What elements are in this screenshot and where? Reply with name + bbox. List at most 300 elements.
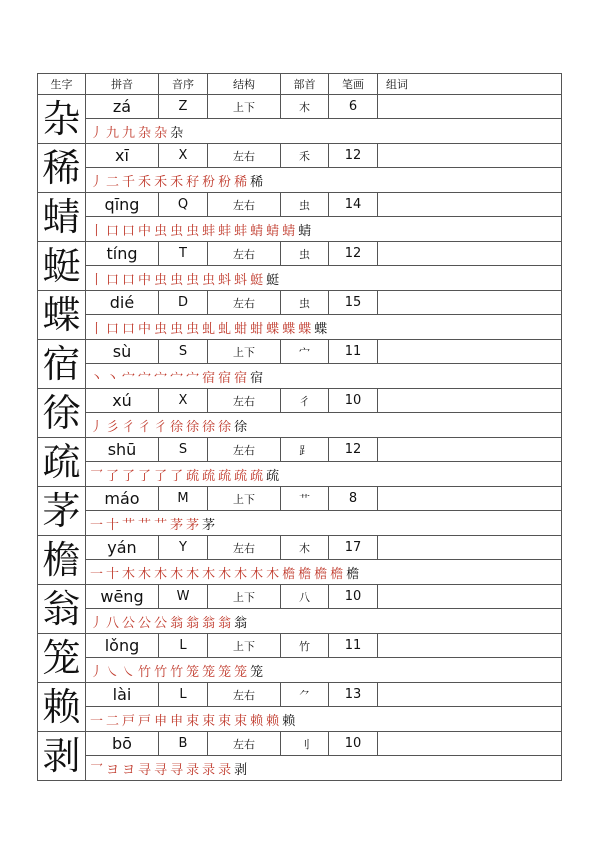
stroke-step: 丿: [90, 125, 105, 141]
stroke-step: 竹: [154, 664, 169, 680]
stroke-order-row: [38, 560, 562, 585]
stroke-order-row: [38, 658, 562, 683]
stroke-order-cell: [86, 511, 562, 536]
initial-cell: T: [159, 242, 208, 266]
stroke-step: 丿: [90, 174, 105, 190]
stroke-step: 竹: [170, 664, 185, 680]
stroke-step: 寻: [170, 762, 185, 778]
stroke-order-row: [38, 511, 562, 536]
pinyin-cell: bō: [86, 732, 159, 756]
stroke-step: 禾: [138, 174, 153, 190]
stroke-step: 丿: [90, 615, 105, 631]
structure-cell: 上下: [208, 634, 281, 658]
pinyin-cell: xī: [86, 144, 159, 168]
stroke-step: 木: [186, 566, 201, 582]
stroke-step: 蚪: [234, 272, 249, 288]
stroke-step: 彳: [154, 419, 169, 435]
stroke-step: 虫: [202, 272, 217, 288]
stroke-order-cell: [86, 756, 562, 781]
word-cell[interactable]: [378, 242, 562, 266]
stroke-step: 笼: [234, 664, 249, 680]
stroke-step: 艹: [154, 517, 169, 533]
initial-cell: S: [159, 340, 208, 364]
stroke-step: 疏: [250, 468, 265, 484]
stroke-step: 蚌: [234, 223, 249, 239]
stroke-step: 虫: [186, 321, 201, 337]
stroke-step: 蜻: [298, 223, 313, 239]
pinyin-cell: sù: [86, 340, 159, 364]
stroke-step: 虫: [186, 272, 201, 288]
stroke-step: 中: [138, 223, 153, 239]
stroke-step: 束: [202, 713, 217, 729]
stroke-step: 一: [90, 517, 105, 533]
char-cell: 剥: [38, 732, 86, 781]
stroke-step: 公: [122, 615, 137, 631]
stroke-step: 秎: [202, 174, 217, 190]
structure-cell: 上下: [208, 585, 281, 609]
stroke-step: 彳: [122, 419, 137, 435]
stroke-step: 蝶: [314, 321, 329, 337]
stroke-step: 虫: [154, 321, 169, 337]
stroke-step: 檐: [298, 566, 313, 582]
stroke-step: 口: [106, 223, 121, 239]
structure-cell: 左右: [208, 536, 281, 560]
stroke-order-cell: [86, 609, 562, 634]
char-cell: 疏: [38, 438, 86, 487]
stroke-step: 木: [202, 566, 217, 582]
pinyin-cell: lài: [86, 683, 159, 707]
stroke-step: 翁: [202, 615, 217, 631]
stroke-step: 虫: [170, 272, 185, 288]
stroke-step: 虫: [154, 223, 169, 239]
char-cell: 赖: [38, 683, 86, 732]
stroke-step: 笼: [202, 664, 217, 680]
stroke-step: 杂: [170, 125, 185, 141]
stroke-step: 公: [154, 615, 169, 631]
word-cell[interactable]: [378, 683, 562, 707]
stroke-step: 剥: [234, 762, 249, 778]
initial-cell: B: [159, 732, 208, 756]
stroke-step: 录: [218, 762, 233, 778]
stroke-step: 十: [106, 566, 121, 582]
stroke-order-cell: [86, 266, 562, 291]
stroke-order-row: [38, 756, 562, 781]
stroke-step: 宀: [186, 370, 201, 386]
radical-cell: 木: [281, 536, 329, 560]
initial-cell: X: [159, 389, 208, 413]
stroke-step: 寻: [154, 762, 169, 778]
stroke-count-cell: 11: [329, 634, 378, 658]
stroke-step: 戸: [122, 713, 137, 729]
stroke-step: 檐: [330, 566, 345, 582]
char-cell: 稀: [38, 144, 86, 193]
stroke-step: 疏: [202, 468, 217, 484]
initial-cell: S: [159, 438, 208, 462]
initial-cell: Z: [159, 95, 208, 119]
stroke-step: 茅: [170, 517, 185, 533]
stroke-step: 笼: [218, 664, 233, 680]
stroke-step: 彳: [138, 419, 153, 435]
stroke-count-cell: 11: [329, 340, 378, 364]
stroke-step: 木: [122, 566, 137, 582]
char-row: [38, 193, 562, 217]
stroke-step: 檐: [282, 566, 297, 582]
pinyin-cell: wēng: [86, 585, 159, 609]
stroke-step: 翁: [234, 615, 249, 631]
char-row: [38, 340, 562, 364]
stroke-step: 彡: [106, 419, 121, 435]
stroke-step: 丨: [90, 321, 105, 337]
stroke-step: 口: [122, 272, 137, 288]
pinyin-cell: máo: [86, 487, 159, 511]
stroke-step: 蚌: [202, 223, 217, 239]
stroke-count-cell: 14: [329, 193, 378, 217]
stroke-step: 艹: [122, 517, 137, 533]
stroke-step: 口: [122, 223, 137, 239]
stroke-step: 蚶: [250, 321, 265, 337]
stroke-step: ㇏: [122, 664, 137, 680]
stroke-order-cell: [86, 168, 562, 193]
char-row: [38, 291, 562, 315]
word-cell[interactable]: [378, 438, 562, 462]
stroke-step: 八: [106, 615, 121, 631]
stroke-step: 翁: [170, 615, 185, 631]
char-cell: 杂: [38, 95, 86, 144]
stroke-step: 翁: [186, 615, 201, 631]
stroke-step: 蚪: [218, 272, 233, 288]
word-cell[interactable]: [378, 487, 562, 511]
stroke-step: 笼: [186, 664, 201, 680]
stroke-step: 蜓: [266, 272, 281, 288]
radical-cell: ⺈: [281, 683, 329, 707]
initial-cell: X: [159, 144, 208, 168]
stroke-step: 口: [122, 321, 137, 337]
structure-cell: 左右: [208, 193, 281, 217]
stroke-step: 束: [234, 713, 249, 729]
stroke-order-cell: [86, 315, 562, 340]
header-row: [38, 74, 562, 95]
stroke-step: 虫: [154, 272, 169, 288]
stroke-step: 公: [138, 615, 153, 631]
stroke-step: 宿: [218, 370, 233, 386]
char-row: [38, 585, 562, 609]
stroke-count-cell: 10: [329, 585, 378, 609]
structure-cell: 左右: [208, 291, 281, 315]
initial-cell: L: [159, 634, 208, 658]
stroke-order-row: [38, 462, 562, 487]
word-cell[interactable]: [378, 389, 562, 413]
stroke-step: 录: [186, 762, 201, 778]
stroke-step: 木: [266, 566, 281, 582]
stroke-step: 木: [234, 566, 249, 582]
stroke-step: 中: [138, 272, 153, 288]
stroke-step: 茅: [186, 517, 201, 533]
stroke-step: 九: [106, 125, 121, 141]
pinyin-cell: tíng: [86, 242, 159, 266]
pinyin-cell: lǒng: [86, 634, 159, 658]
header-cell: 结构: [208, 74, 281, 95]
word-cell[interactable]: [378, 732, 562, 756]
stroke-order-row: [38, 413, 562, 438]
stroke-step: ヨ: [106, 762, 121, 778]
stroke-step: 蜓: [250, 272, 265, 288]
stroke-step: 疏: [186, 468, 201, 484]
stroke-step: 宿: [202, 370, 217, 386]
stroke-count-cell: 12: [329, 242, 378, 266]
char-cell: 翁: [38, 585, 86, 634]
structure-cell: 左右: [208, 683, 281, 707]
stroke-step: 徐: [186, 419, 201, 435]
word-cell[interactable]: [378, 193, 562, 217]
stroke-step: 蚶: [234, 321, 249, 337]
header-cell: 音序: [159, 74, 208, 95]
pinyin-cell: qīng: [86, 193, 159, 217]
stroke-count-cell: 10: [329, 389, 378, 413]
structure-cell: 左右: [208, 242, 281, 266]
stroke-order-cell: [86, 413, 562, 438]
initial-cell: M: [159, 487, 208, 511]
char-row: [38, 242, 562, 266]
header-cell: 组词: [378, 74, 562, 95]
word-cell[interactable]: [378, 536, 562, 560]
stroke-step: 疏: [266, 468, 281, 484]
char-cell: 蝶: [38, 291, 86, 340]
stroke-step: 申: [154, 713, 169, 729]
stroke-step: 宀: [170, 370, 185, 386]
word-cell[interactable]: [378, 585, 562, 609]
stroke-step: 丿: [90, 419, 105, 435]
radical-cell: 宀: [281, 340, 329, 364]
stroke-step: 乛: [90, 468, 105, 484]
char-cell: 笼: [38, 634, 86, 683]
stroke-step: 了: [170, 468, 185, 484]
header-cell: 笔画: [329, 74, 378, 95]
stroke-step: 了: [138, 468, 153, 484]
stroke-order-cell: [86, 560, 562, 585]
stroke-step: 木: [154, 566, 169, 582]
initial-cell: Q: [159, 193, 208, 217]
radical-cell: 虫: [281, 193, 329, 217]
char-row: [38, 487, 562, 511]
stroke-step: 虫: [170, 223, 185, 239]
word-cell[interactable]: [378, 634, 562, 658]
char-row: [38, 634, 562, 658]
stroke-count-cell: 13: [329, 683, 378, 707]
structure-cell: 左右: [208, 144, 281, 168]
radical-cell: 艹: [281, 487, 329, 511]
stroke-step: 杂: [138, 125, 153, 141]
stroke-step: 丨: [90, 223, 105, 239]
stroke-order-cell: [86, 462, 562, 487]
stroke-order-cell: [86, 364, 562, 389]
stroke-order-row: [38, 119, 562, 144]
stroke-order-row: [38, 168, 562, 193]
stroke-order-row: [38, 609, 562, 634]
character-table: [37, 73, 562, 781]
stroke-count-cell: 12: [329, 438, 378, 462]
stroke-step: 禾: [154, 174, 169, 190]
char-cell: 宿: [38, 340, 86, 389]
stroke-step: 十: [106, 517, 121, 533]
stroke-step: 口: [106, 272, 121, 288]
stroke-step: 木: [170, 566, 185, 582]
char-row: [38, 536, 562, 560]
header-cell: 部首: [281, 74, 329, 95]
character-worksheet: [37, 73, 561, 781]
stroke-step: 徐: [218, 419, 233, 435]
radical-cell: 虫: [281, 291, 329, 315]
word-cell[interactable]: [378, 95, 562, 119]
header-cell: 生字: [38, 74, 86, 95]
stroke-step: 茅: [202, 517, 217, 533]
radical-cell: 木: [281, 95, 329, 119]
stroke-count-cell: 8: [329, 487, 378, 511]
stroke-step: 禾: [170, 174, 185, 190]
stroke-step: ㇏: [106, 664, 121, 680]
stroke-step: 木: [138, 566, 153, 582]
stroke-step: 蝶: [282, 321, 297, 337]
stroke-order-row: [38, 707, 562, 732]
radical-cell: 虫: [281, 242, 329, 266]
stroke-step: 蝶: [266, 321, 281, 337]
stroke-step: 艹: [138, 517, 153, 533]
stroke-step: 虬: [218, 321, 233, 337]
radical-cell: 八: [281, 585, 329, 609]
stroke-step: 稀: [250, 174, 265, 190]
stroke-step: 蜻: [282, 223, 297, 239]
structure-cell: 左右: [208, 732, 281, 756]
stroke-step: 束: [218, 713, 233, 729]
stroke-step: 虫: [186, 223, 201, 239]
stroke-step: 了: [122, 468, 137, 484]
stroke-step: 木: [250, 566, 265, 582]
stroke-step: 秄: [186, 174, 201, 190]
char-row: [38, 95, 562, 119]
radical-cell: 刂: [281, 732, 329, 756]
pinyin-cell: yán: [86, 536, 159, 560]
stroke-step: 丶: [90, 370, 105, 386]
stroke-step: 申: [170, 713, 185, 729]
stroke-step: 檐: [346, 566, 361, 582]
stroke-step: ヨ: [122, 762, 137, 778]
stroke-step: 徐: [202, 419, 217, 435]
stroke-step: 蜻: [250, 223, 265, 239]
structure-cell: 上下: [208, 95, 281, 119]
stroke-step: 戸: [138, 713, 153, 729]
stroke-order-cell: [86, 119, 562, 144]
stroke-step: 徐: [234, 419, 249, 435]
stroke-count-cell: 12: [329, 144, 378, 168]
initial-cell: D: [159, 291, 208, 315]
char-cell: 徐: [38, 389, 86, 438]
char-row: [38, 732, 562, 756]
char-cell: 茅: [38, 487, 86, 536]
radical-cell: 彳: [281, 389, 329, 413]
stroke-step: 丿: [90, 664, 105, 680]
structure-cell: 上下: [208, 487, 281, 511]
char-row: [38, 144, 562, 168]
stroke-step: 宀: [154, 370, 169, 386]
stroke-step: 檐: [314, 566, 329, 582]
structure-cell: 左右: [208, 438, 281, 462]
stroke-step: 翁: [218, 615, 233, 631]
stroke-count-cell: 10: [329, 732, 378, 756]
stroke-step: 笼: [250, 664, 265, 680]
stroke-step: 赖: [266, 713, 281, 729]
stroke-step: 疏: [234, 468, 249, 484]
stroke-step: 一: [90, 566, 105, 582]
stroke-step: 蜻: [266, 223, 281, 239]
stroke-step: 赖: [250, 713, 265, 729]
char-cell: 蜻: [38, 193, 86, 242]
stroke-order-row: [38, 266, 562, 291]
initial-cell: W: [159, 585, 208, 609]
stroke-order-row: [38, 315, 562, 340]
stroke-step: 二: [106, 174, 121, 190]
stroke-step: 宿: [250, 370, 265, 386]
radical-cell: 竹: [281, 634, 329, 658]
stroke-count-cell: 17: [329, 536, 378, 560]
word-cell[interactable]: [378, 291, 562, 315]
word-cell[interactable]: [378, 144, 562, 168]
char-row: [38, 389, 562, 413]
stroke-step: 二: [106, 713, 121, 729]
stroke-count-cell: 15: [329, 291, 378, 315]
stroke-step: 虬: [202, 321, 217, 337]
structure-cell: 上下: [208, 340, 281, 364]
initial-cell: Y: [159, 536, 208, 560]
radical-cell: 禾: [281, 144, 329, 168]
stroke-order-cell: [86, 658, 562, 683]
stroke-step: 口: [106, 321, 121, 337]
stroke-count-cell: 6: [329, 95, 378, 119]
header-cell: 拼音: [86, 74, 159, 95]
char-cell: 檐: [38, 536, 86, 585]
stroke-step: 秎: [218, 174, 233, 190]
stroke-step: 竹: [138, 664, 153, 680]
pinyin-cell: shū: [86, 438, 159, 462]
stroke-order-cell: [86, 217, 562, 242]
stroke-step: 蚌: [218, 223, 233, 239]
stroke-step: 乛: [90, 762, 105, 778]
initial-cell: L: [159, 683, 208, 707]
stroke-step: 宀: [122, 370, 137, 386]
stroke-step: 虫: [170, 321, 185, 337]
stroke-step: 徐: [170, 419, 185, 435]
char-cell: 蜓: [38, 242, 86, 291]
stroke-step: 丨: [90, 272, 105, 288]
stroke-step: 稀: [234, 174, 249, 190]
char-row: [38, 683, 562, 707]
char-row: [38, 438, 562, 462]
stroke-step: 了: [154, 468, 169, 484]
stroke-step: 丶: [106, 370, 121, 386]
pinyin-cell: dié: [86, 291, 159, 315]
pinyin-cell: zá: [86, 95, 159, 119]
stroke-step: 木: [218, 566, 233, 582]
word-cell[interactable]: [378, 340, 562, 364]
stroke-step: 杂: [154, 125, 169, 141]
stroke-order-row: [38, 217, 562, 242]
stroke-step: 疏: [218, 468, 233, 484]
structure-cell: 左右: [208, 389, 281, 413]
stroke-order-row: [38, 364, 562, 389]
stroke-step: 了: [106, 468, 121, 484]
stroke-step: 宿: [234, 370, 249, 386]
stroke-step: 中: [138, 321, 153, 337]
stroke-order-cell: [86, 707, 562, 732]
radical-cell: ⻊: [281, 438, 329, 462]
